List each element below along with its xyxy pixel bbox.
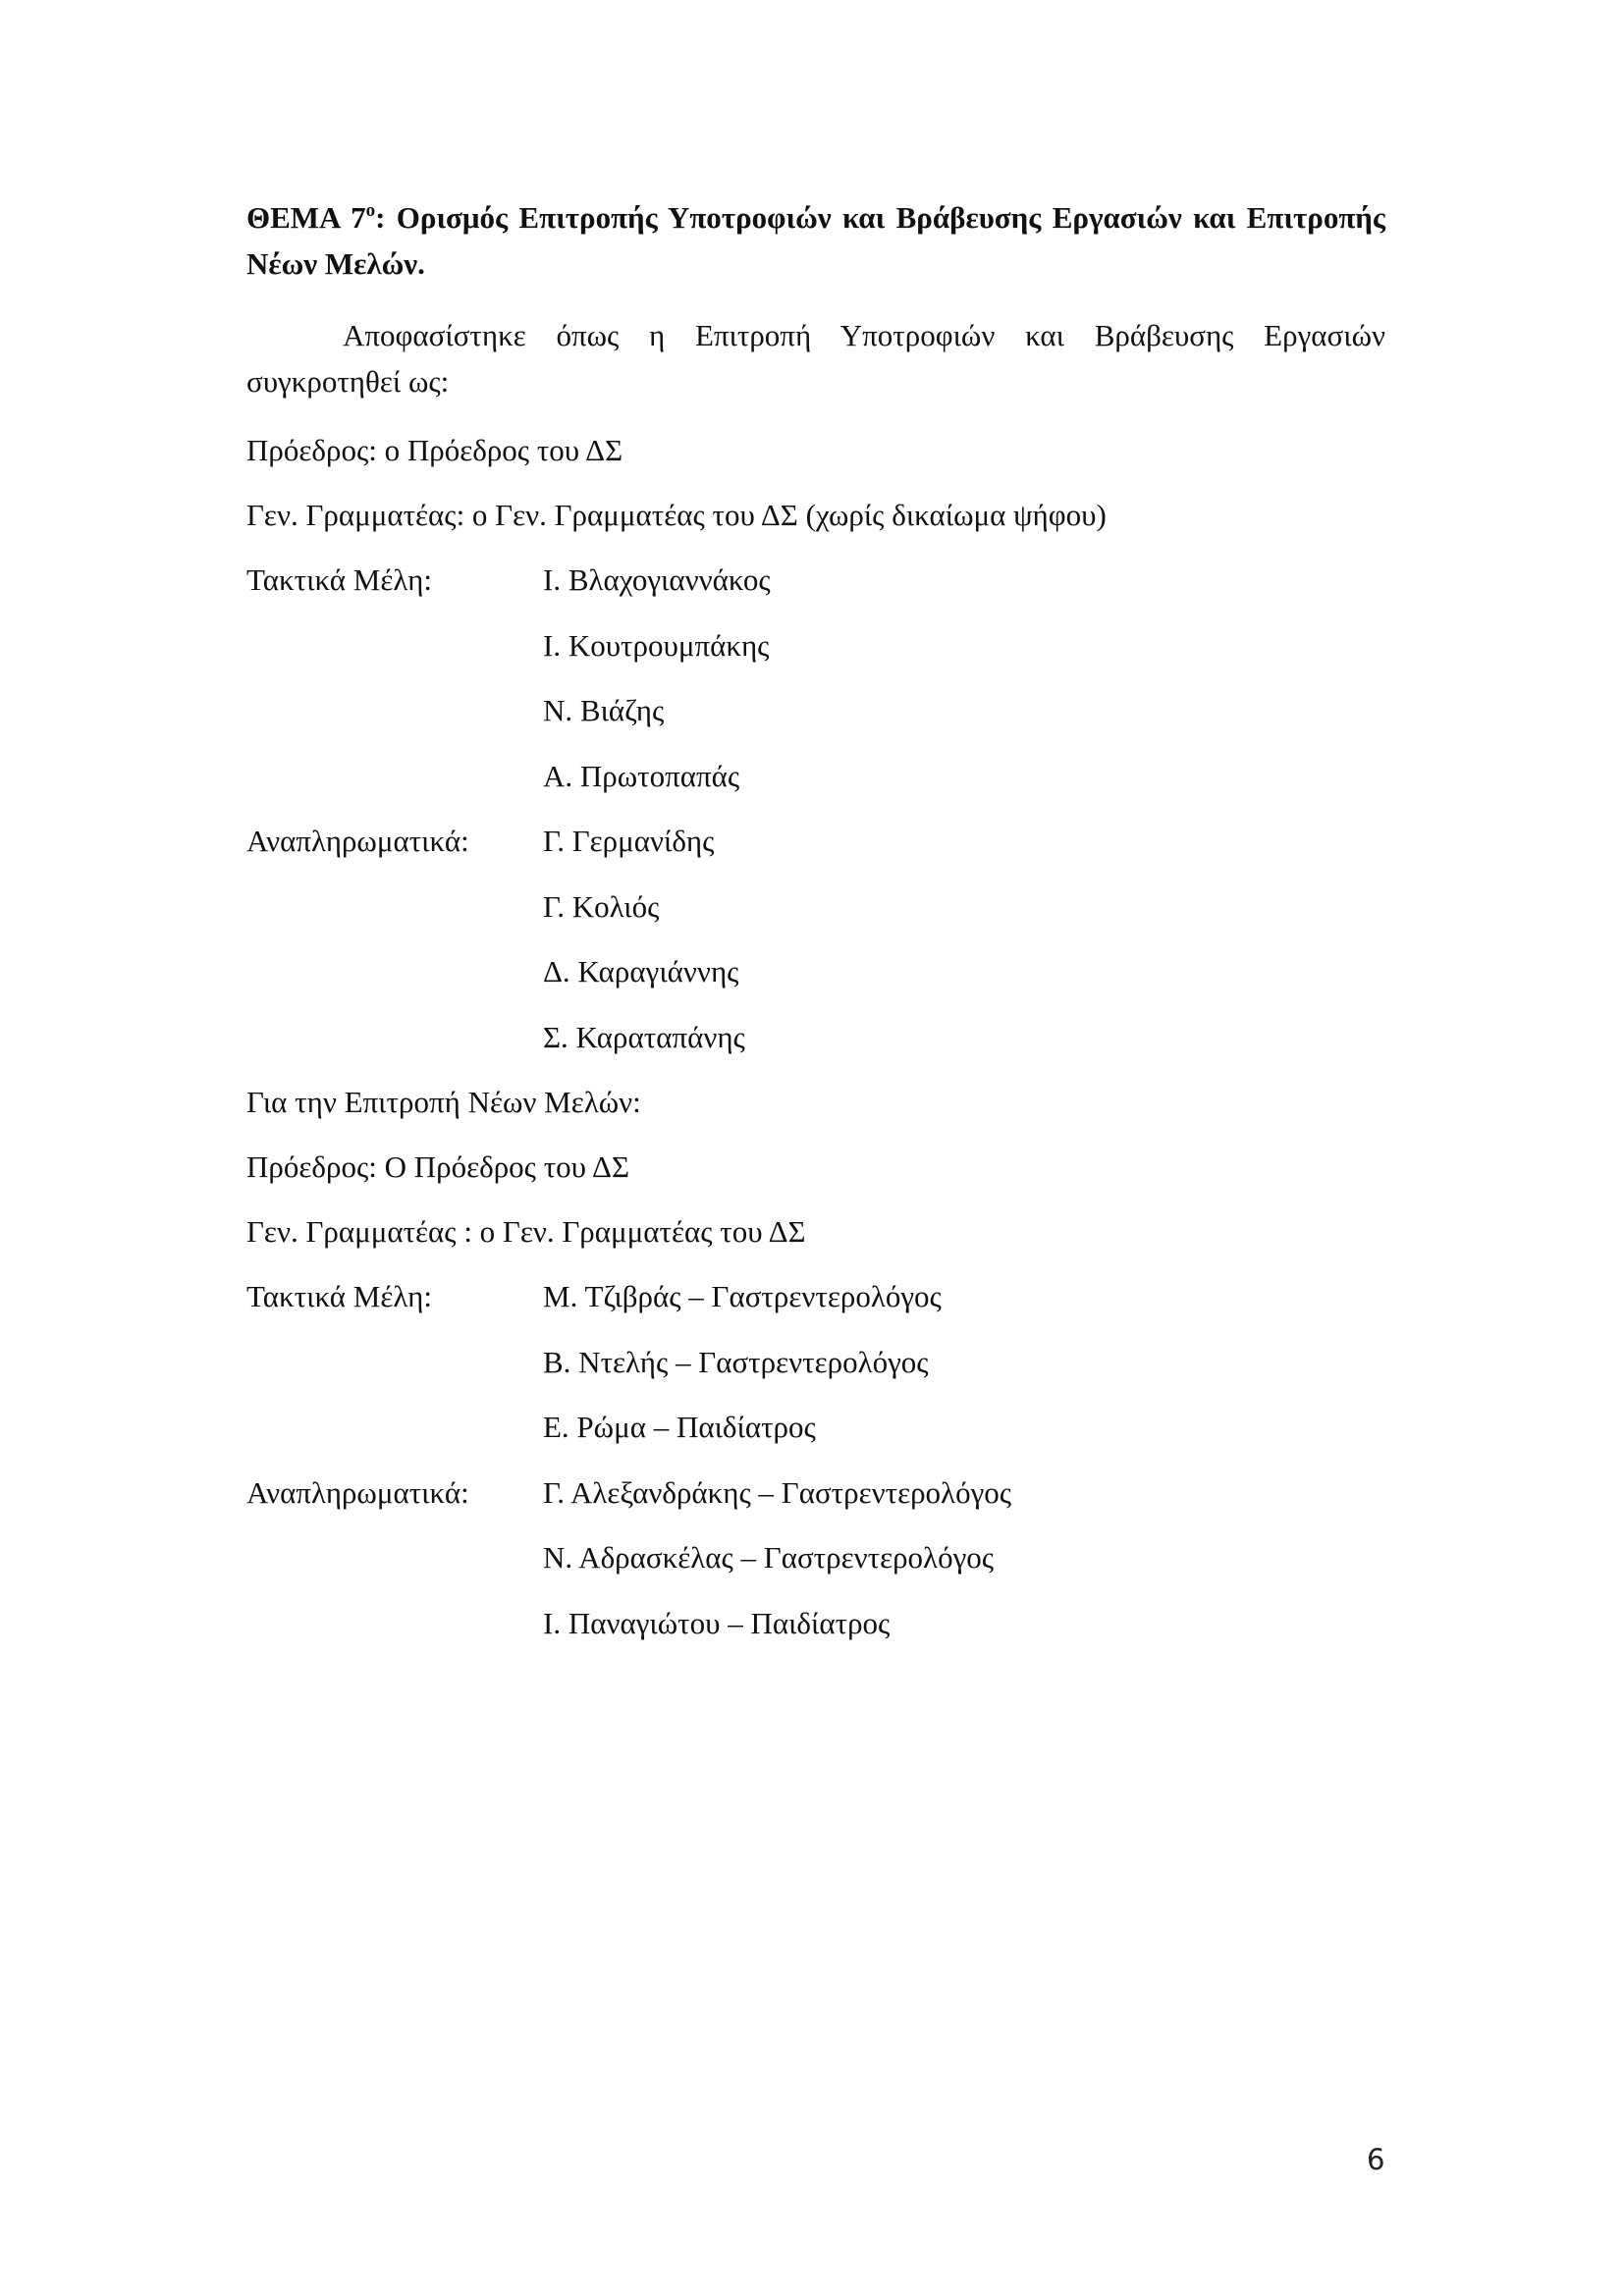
committee1-alternate-member: Δ. Καραγιάννης [543,954,739,988]
committee1-secretary: Γεν. Γραμματέας: ο Γεν. Γραμματέας του ΔΣ (χωρίς δικαίωμα ψήφου) [246,498,1107,532]
committee1-alternate-member: Γ. Κολιός [543,888,660,924]
heading-prefix: ΘΕΜΑ 7 [246,200,366,235]
committee1-alternate-row [246,809,1385,875]
committee1-regular-member: Ι. Κουτρουμπάκης [543,627,770,663]
intro-paragraph: Αποφασίστηκε όπως η Επιτροπή Υποτροφιών και Βράβευσης Εργασιών συγκροτηθεί ως: [246,318,1385,399]
committee1-regular-member: Ν. Βιάζης [543,693,665,727]
committee1-regular-row [246,744,1385,810]
committee2-alternate-row [246,1461,1385,1526]
committee1-regular-row [246,678,1385,744]
committee1-regular-member: Α. Πρωτοπαπάς [543,758,740,793]
committee1-alternate-member: Γ. Γερμανίδης [543,824,715,858]
committee1-alternate-row [246,875,1385,940]
committee2-regular-row [246,1395,1385,1461]
committee2-regular-row [246,1264,1385,1330]
heading-superscript: ο [365,200,376,221]
committee2-alternate-row [246,1525,1385,1591]
committee2-alternate-row [246,1591,1385,1657]
committee1-regular-member: Ι. Βλαχογιαννάκος [543,562,771,597]
committee1-alternate-label: Αναπληρωματικά: [246,824,469,858]
committee2-title: Για την Επιτροπή Νέων Μελών: [246,1085,641,1119]
page-number: 6 [1367,2143,1385,2176]
committee1-regular-label: Τακτικά Μέλη: [246,562,432,597]
committee2-regular-member: Β. Ντελής – Γαστρεντερολόγος [543,1344,929,1379]
committee2-regular-row [246,1330,1385,1396]
committee1-alternate-row [246,1005,1385,1071]
committee2-regular-member: Μ. Τζιβράς – Γαστρεντερολόγος [543,1279,942,1313]
committee2-regular-label: Τακτικά Μέλη: [246,1279,432,1313]
committee2-secretary: Γεν. Γραμματέας : ο Γεν. Γραμματέας του ΔΣ [246,1214,806,1249]
committee1-regular-row [246,548,1385,614]
section-heading [246,194,1385,287]
committee2-president: Πρόεδρος: Ο Πρόεδρος του ΔΣ [246,1149,630,1184]
committee2-alternate-label: Αναπληρωματικά: [246,1474,469,1510]
committee1-alternate-row [246,939,1385,1005]
committee1-president: Πρόεδρος: ο Πρόεδρος του ΔΣ [246,433,623,467]
committee1-regular-row [246,614,1385,679]
committee1-alternate-member: Σ. Καραταπάνης [543,1019,745,1054]
committee2-alternate-member: Ν. Αδρασκέλας – Γαστρεντερολόγος [543,1540,995,1575]
committee2-alternate-member: Ι. Παναγιώτου – Παιδίατρος [543,1605,891,1640]
document-body [246,194,1385,1656]
committee2-regular-member: Ε. Ρώμα – Παιδίατρος [543,1410,816,1444]
heading-text: : Ορισμός Επιτροπής Υποτροφιών και Βράβευσης Εργασιών και Επιτροπής Νέων Μελών. [246,200,1385,281]
committee2-alternate-member: Γ. Αλεξανδράκης – Γαστρεντερολόγος [543,1474,1012,1510]
